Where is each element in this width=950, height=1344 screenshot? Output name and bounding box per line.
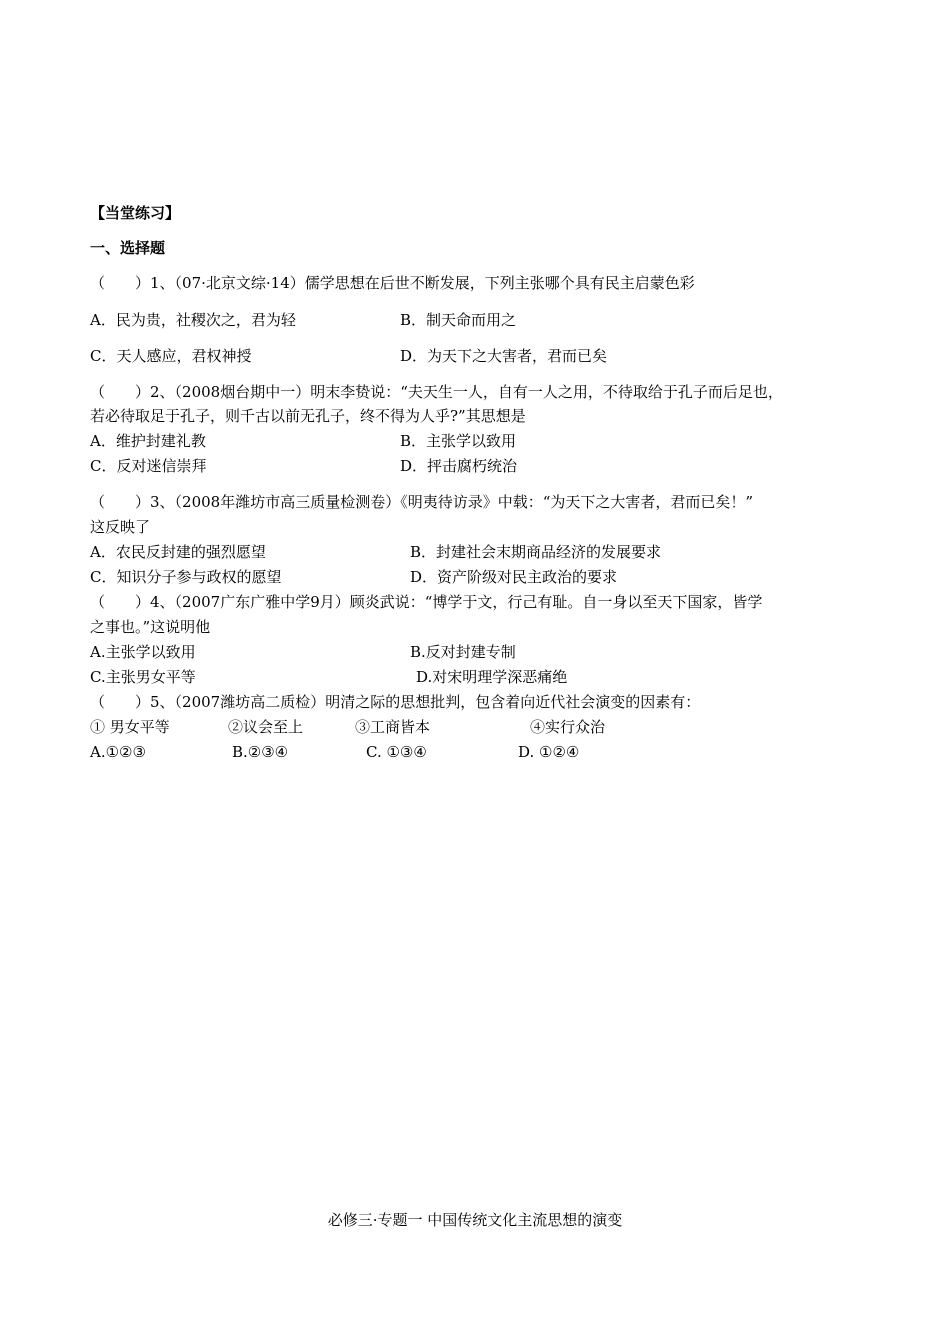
question-1-option-b: B．制天命而用之 (400, 311, 517, 329)
question-2-option-b: B．主张学以致用 (400, 432, 517, 450)
section-title: 【当堂练习】 (90, 204, 181, 222)
question-3-stem-line-1: （ ）3、（2008年潍坊市高三质量检测卷）《明夷待访录》中载：“为天下之大害者，君而已矣！” (90, 493, 754, 511)
question-5-option-c: C. ①③④ (366, 743, 427, 761)
question-1-option-d: D．为天下之大害者，君而已矣 (400, 347, 608, 365)
page-footer: 必修三·专题一 中国传统文化主流思想的演变 (327, 1211, 623, 1229)
question-5-option-d: D. ①②④ (518, 743, 580, 761)
question-2-stem-line-1: （ ）2、（2008烟台期中一）明末李贽说：“夫天生一人，自有一人之用，不待取给于孔子而后足也， (90, 383, 783, 401)
question-5-stem: （ ）5、（2007潍坊高二质检）明清之际的思想批判，包含着向近代社会演变的因素有： (90, 693, 701, 711)
question-2-option-d: D．抨击腐朽统治 (400, 457, 518, 475)
question-3-option-a: A．农民反封建的强烈愿望 (90, 543, 266, 561)
question-4-option-b: B.反对封建专制 (410, 643, 516, 661)
question-4-option-c: C.主张男女平等 (90, 668, 196, 686)
question-1-option-c: C．天人感应，君权神授 (90, 347, 252, 365)
question-2-option-c: C．反对迷信崇拜 (90, 457, 207, 475)
question-3-option-b: B．封建社会末期商品经济的发展要求 (410, 543, 662, 561)
question-5-item-2: ②议会至上 (228, 718, 304, 736)
question-5-item-4: ④实行众治 (530, 718, 606, 736)
question-4-option-d: D.对宋明理学深恶痛绝 (416, 668, 568, 686)
question-3-option-c: C．知识分子参与政权的愿望 (90, 568, 282, 586)
question-3-stem-line-2: 这反映了 (90, 518, 151, 536)
question-2-stem-line-2: 若必待取足于孔子，则千古以前无孔子，终不得为人乎?”其思想是 (90, 407, 526, 425)
question-2-option-a: A．维护封建礼教 (90, 432, 206, 450)
question-4-option-a: A.主张学以致用 (90, 643, 196, 661)
question-4-stem-line-2: 之事也。”这说明他 (90, 618, 211, 636)
question-5-item-1: ① 男女平等 (90, 718, 170, 736)
question-1-option-a: A．民为贵，社稷次之，君为轻 (90, 311, 296, 329)
question-1-stem: （ ）1、（07·北京文综·14）儒学思想在后世不断发展，下列主张哪个具有民主启蒙色彩 (90, 274, 695, 292)
question-5-option-a: A.①②③ (90, 743, 146, 761)
subsection-title: 一、选择题 (90, 239, 166, 257)
question-5-item-3: ③工商皆本 (355, 718, 431, 736)
question-5-option-b: B.②③④ (232, 743, 289, 761)
question-3-option-d: D．资产阶级对民主政治的要求 (410, 568, 618, 586)
question-4-stem-line-1: （ ）4、（2007广东广雅中学9月）顾炎武说：“博学于文，行己有耻。自一身以至天下国家，皆学 (90, 593, 763, 611)
